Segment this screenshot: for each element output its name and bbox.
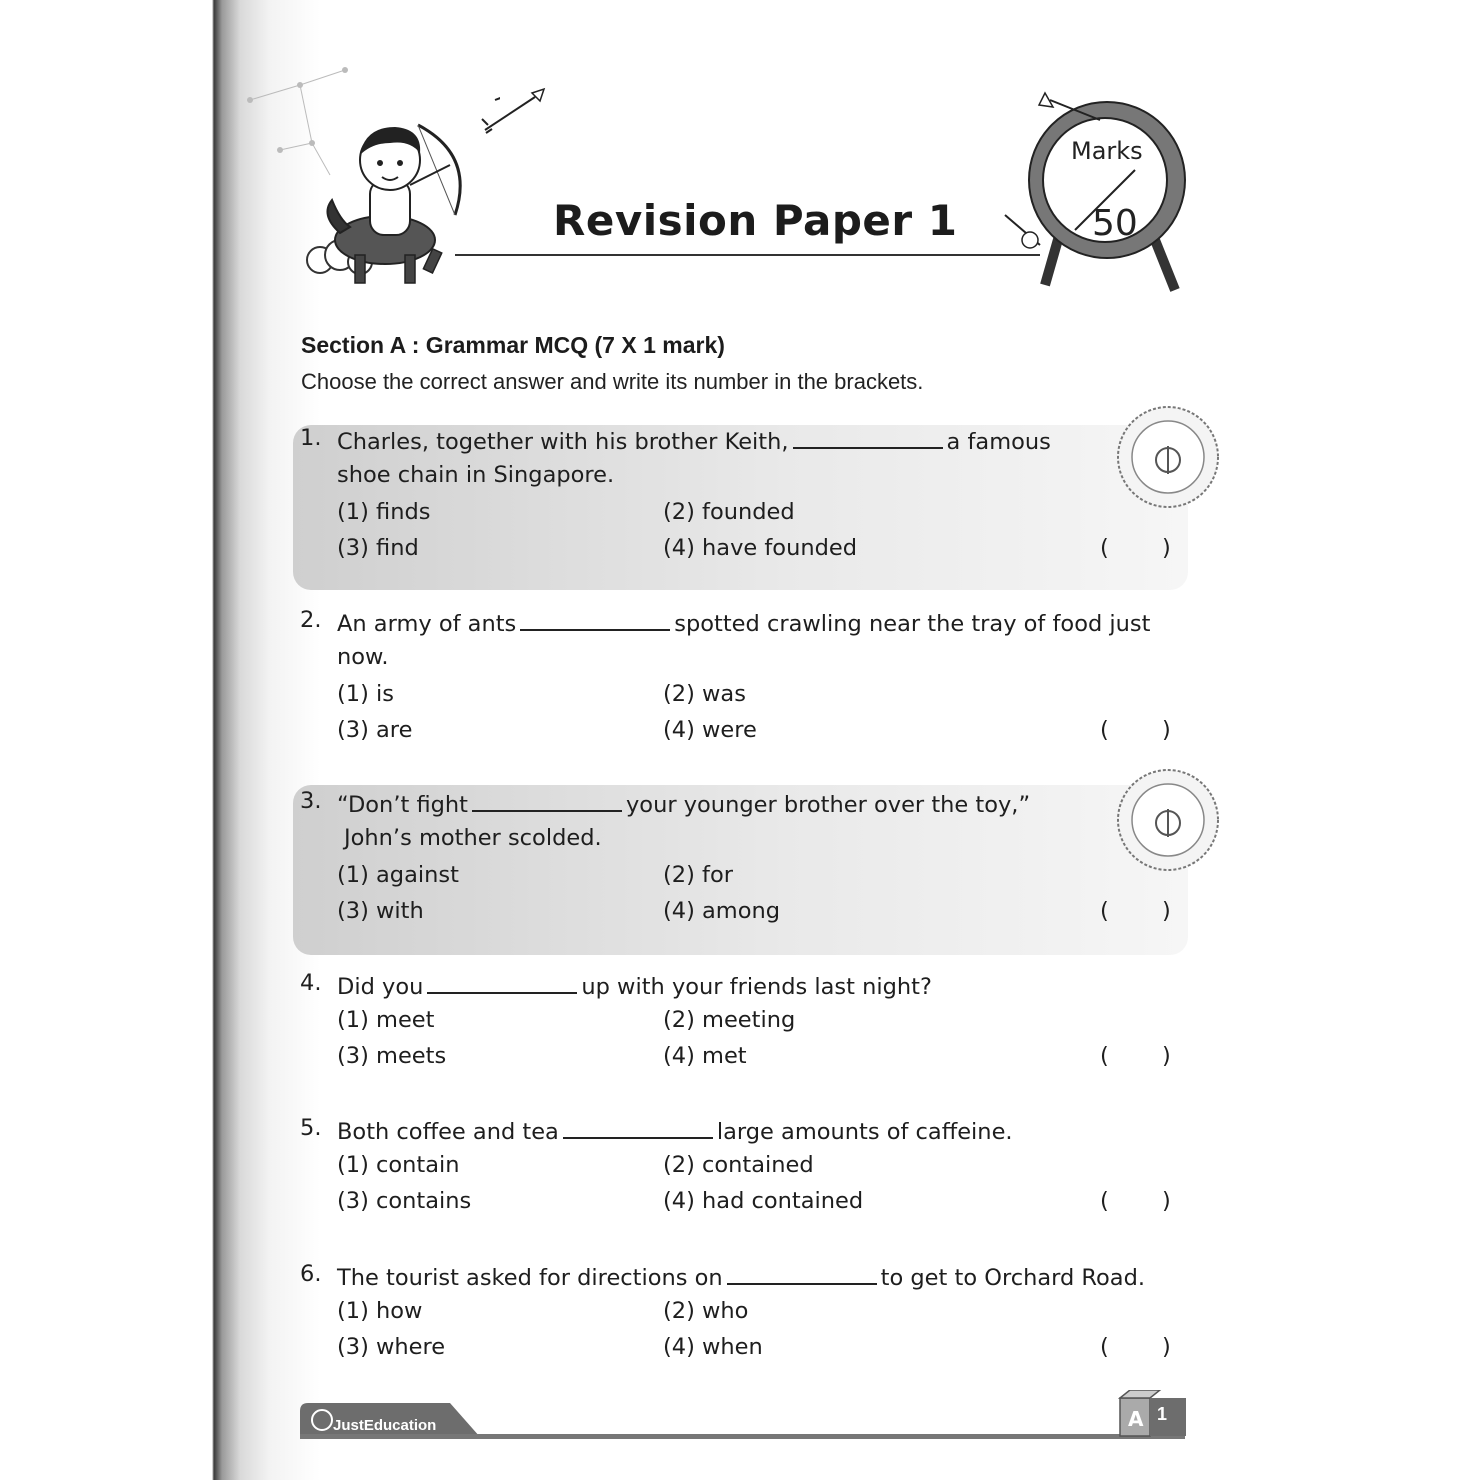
option-2: (2) meeting xyxy=(663,1007,796,1033)
million-dollar-badge-icon xyxy=(1113,765,1223,875)
marks-label: Marks xyxy=(1071,137,1143,165)
question-stem xyxy=(337,788,1030,818)
answer-blank xyxy=(427,970,577,994)
option-3: (3) where xyxy=(337,1334,446,1360)
answer-brackets: ( ) xyxy=(1100,898,1171,924)
question-text: Did you xyxy=(337,974,424,1000)
option-4: (4) have founded xyxy=(663,535,857,561)
option-3: (3) are xyxy=(337,717,413,743)
question-stem xyxy=(337,970,932,1000)
question-text: Both coffee and tea xyxy=(337,1119,559,1145)
question-text: up with your friends last night? xyxy=(581,974,932,1000)
answer-brackets: ( ) xyxy=(1100,1043,1171,1069)
centaur-archer-icon xyxy=(240,55,500,295)
question-text: your younger brother over the toy,” xyxy=(625,792,1031,818)
page-title: Revision Paper 1 xyxy=(553,196,958,245)
flying-arrow-icon xyxy=(480,85,550,135)
section-title: Section A : Grammar MCQ (7 X 1 mark) xyxy=(301,332,725,358)
question-text: “Don’t fight xyxy=(337,792,468,818)
answer-brackets: ( ) xyxy=(1100,1188,1171,1214)
option-4: (4) when xyxy=(663,1334,763,1360)
question-text: a famous xyxy=(946,429,1051,455)
option-3: (3) with xyxy=(337,898,424,924)
question-number: 1. xyxy=(300,425,322,451)
option-1: (1) how xyxy=(337,1298,423,1324)
question-stem xyxy=(337,607,1150,637)
title-underline xyxy=(455,254,1040,256)
question-text: An army of ants xyxy=(337,611,517,637)
question-number: 6. xyxy=(300,1261,322,1287)
question-number: 3. xyxy=(300,788,322,814)
question-number: 4. xyxy=(300,970,322,996)
option-4: (4) met xyxy=(663,1043,747,1069)
question-stem xyxy=(337,425,1051,455)
answer-brackets: ( ) xyxy=(1100,1334,1171,1360)
question-stem xyxy=(337,1261,1145,1291)
answer-brackets: ( ) xyxy=(1100,717,1171,743)
answer-blank xyxy=(472,788,622,812)
question-text-line2: now. xyxy=(337,644,389,670)
question-stem xyxy=(337,1115,1013,1145)
option-3: (3) contains xyxy=(337,1188,472,1214)
answer-blank xyxy=(727,1261,877,1285)
option-3: (3) meets xyxy=(337,1043,447,1069)
option-4: (4) had contained xyxy=(663,1188,864,1214)
question-text-line2: John’s mother scolded. xyxy=(344,825,602,851)
question-number: 5. xyxy=(300,1115,322,1141)
option-3: (3) find xyxy=(337,535,419,561)
option-4: (4) were xyxy=(663,717,757,743)
archery-target-icon xyxy=(995,85,1205,305)
option-2: (2) contained xyxy=(663,1152,814,1178)
answer-blank xyxy=(793,425,943,449)
option-1: (1) contain xyxy=(337,1152,460,1178)
svg-text:A: A xyxy=(1128,1407,1144,1431)
question-text: The tourist asked for directions on xyxy=(337,1265,723,1291)
question-number: 2. xyxy=(300,607,322,633)
answer-brackets: ( ) xyxy=(1100,535,1171,561)
question-text-line2: shoe chain in Singapore. xyxy=(337,462,615,488)
question-text: Charles, together with his brother Keith, xyxy=(337,429,789,455)
million-dollar-badge-icon xyxy=(1113,402,1223,512)
question-text: large amounts of caffeine. xyxy=(716,1119,1013,1145)
page-number: 1 xyxy=(1157,1404,1168,1424)
option-2: (2) founded xyxy=(663,499,795,525)
question-text: to get to Orchard Road. xyxy=(880,1265,1146,1291)
option-1: (1) finds xyxy=(337,499,431,525)
footer-rule xyxy=(300,1434,1185,1439)
option-1: (1) is xyxy=(337,681,394,707)
letter-block-icon xyxy=(1118,1390,1188,1440)
option-2: (2) for xyxy=(663,862,733,888)
marks-total: 50 xyxy=(1092,203,1138,244)
answer-blank xyxy=(563,1115,713,1139)
option-1: (1) against xyxy=(337,862,459,888)
footer-brand: JustEducation xyxy=(333,1417,437,1434)
option-1: (1) meet xyxy=(337,1007,435,1033)
section-instructions: Choose the correct answer and write its number in the brackets. xyxy=(301,369,924,394)
answer-blank xyxy=(520,607,670,631)
option-2: (2) was xyxy=(663,681,746,707)
option-2: (2) who xyxy=(663,1298,749,1324)
question-text: spotted crawling near the tray of food just xyxy=(674,611,1151,637)
option-4: (4) among xyxy=(663,898,781,924)
